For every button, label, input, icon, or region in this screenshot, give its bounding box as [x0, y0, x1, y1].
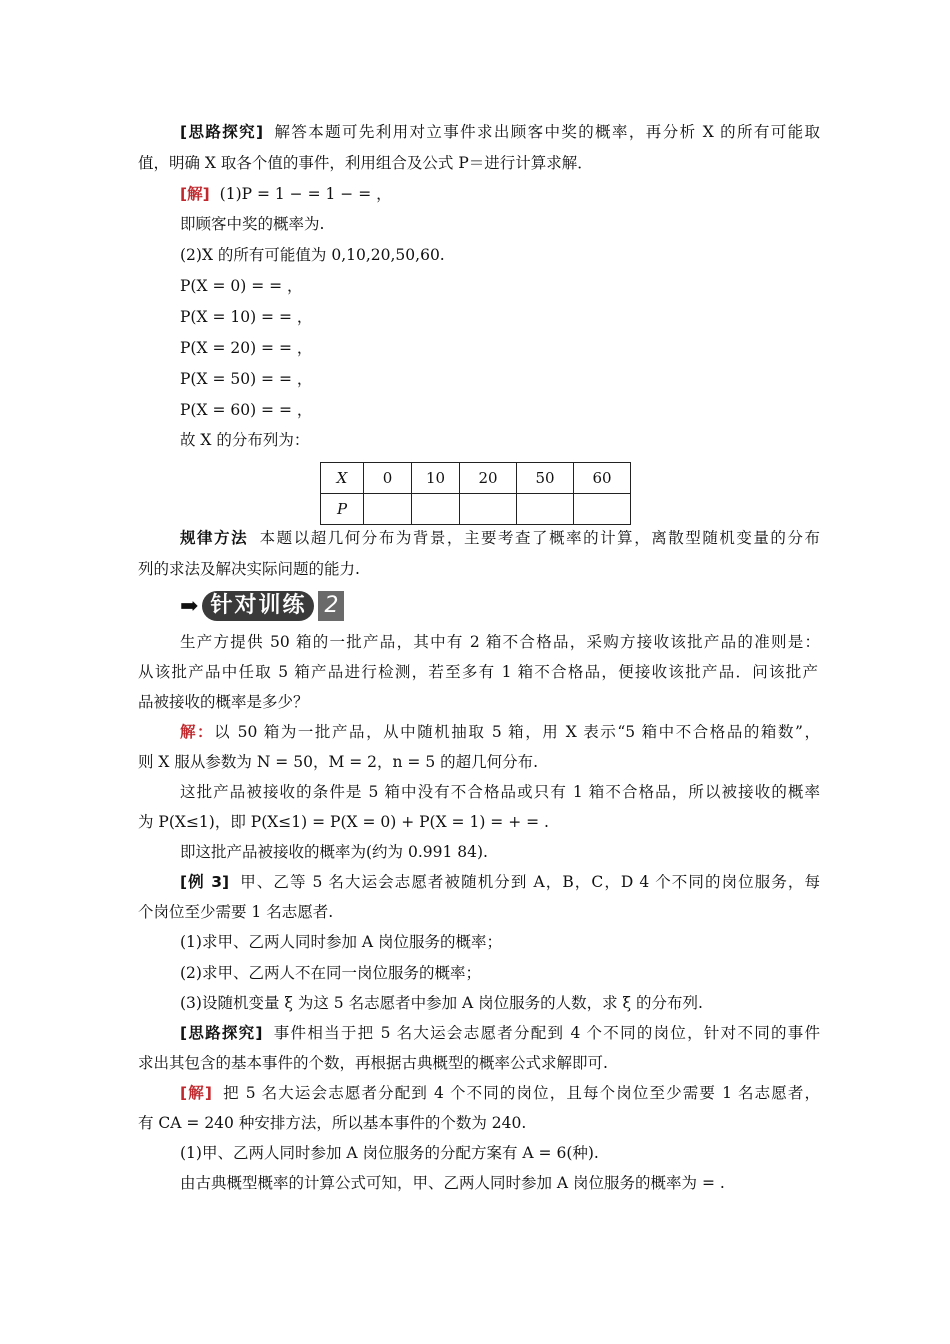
method-line-2: 列的求法及解决实际问题的能力.	[138, 560, 360, 578]
banner-number: 2	[318, 591, 344, 621]
solution2-line-3: 这批产品被接收的条件是 5 箱中没有不合格品或只有 1 箱不合格品，所以被接收的概率	[180, 783, 820, 801]
solution2-text-1: 以 50 箱为一批产品，从中随机抽取 5 箱，用 X 表示“5 箱中不合格品的箱数”，	[214, 723, 820, 741]
solution-line-3: (2)X 的所有可能值为 0,10,20,50,60.	[180, 246, 445, 264]
question-2: (2)求甲、乙两人不在同一岗位服务的概率；	[180, 964, 481, 982]
analysis-line-2: 值，明确 X 取各个值的事件，利用组合及公式 P＝进行计算求解．	[138, 154, 593, 172]
solution-text-1: (1)P = 1 − = 1 − = ，	[219, 185, 392, 203]
table-row	[321, 494, 631, 525]
practice-line-2: 从该批产品中任取 5 箱产品进行检测，若至多有 1 箱不合格品，便接收该批产品．问该批产	[138, 663, 818, 681]
solution3-line-3: (1)甲、乙两人同时参加 A 岗位服务的分配方案有 A = 6(种).	[180, 1144, 599, 1162]
solution2-line-2: 则 X 服从参数为 N = 50，M = 2，n = 5 的超几何分布.	[138, 753, 539, 771]
example3-text-1: 甲、乙等 5 名大运会志愿者被随机分到 A，B，C，D 4 个不同的岗位服务，每	[239, 873, 820, 891]
practice-banner	[180, 590, 344, 622]
solution3-text-1: 把 5 名大运会志愿者分配到 4 个不同的岗位，且每个岗位至少需要 1 名志愿者，	[221, 1084, 820, 1102]
table-cell	[574, 494, 631, 525]
prob-x50: P(X = 50) = = ，	[180, 370, 313, 388]
solution3-line-4: 由古典概型概率的计算公式可知，甲、乙两人同时参加 A 岗位服务的概率为 = .	[180, 1174, 725, 1192]
table-cell: X	[321, 463, 364, 494]
prob-x20: P(X = 20) = = ，	[180, 339, 313, 357]
arrow-right-icon: ➡	[180, 593, 199, 619]
table-cell: 0	[364, 463, 412, 494]
analysis-text-1: 解答本题可先利用对立事件求出顾客中奖的概率，再分析 X 的所有可能取	[273, 123, 820, 141]
example3-line-2: 个岗位至少需要 1 名志愿者.	[138, 903, 334, 921]
table-cell: 60	[574, 463, 631, 494]
solution2-line-4: 为 P(X≤1)，即 P(X≤1) = P(X = 0) + P(X = 1) = + = .	[138, 813, 549, 831]
analysis-tag: [思路探究]	[180, 123, 264, 141]
analysis3-line-2: 求出其包含的基本事件的个数，再根据古典概型的概率公式求解即可.	[138, 1054, 608, 1072]
method-text-1: 本题以超几何分布为背景，主要考查了概率的计算，离散型随机变量的分布	[258, 529, 820, 547]
solution3-line-2: 有 CA = 240 种安排方法，所以基本事件的个数为 240.	[138, 1114, 527, 1132]
table-cell: 20	[460, 463, 517, 494]
solution2-line-1	[180, 722, 820, 742]
banner-title: 针对训练	[202, 591, 314, 621]
question-1: (1)求甲、乙两人同时参加 A 岗位服务的概率；	[180, 933, 503, 951]
table-cell: 10	[412, 463, 460, 494]
analysis3-tag: [思路探究]	[180, 1024, 263, 1042]
table-cell	[412, 494, 460, 525]
method-tag: 规律方法	[180, 529, 249, 547]
question-3: (3)设随机变量 ξ 为这 5 名志愿者中参加 A 岗位服务的人数，求 ξ 的分布列.	[180, 994, 703, 1012]
prob-x10: P(X = 10) = = ，	[180, 308, 313, 326]
prob-x60: P(X = 60) = = ，	[180, 401, 313, 419]
analysis-line-1	[180, 122, 820, 142]
solution3-tag: [解]	[180, 1084, 212, 1102]
distribution-table	[320, 462, 631, 525]
table-cell	[364, 494, 412, 525]
prob-x0: P(X = 0) = = ，	[180, 277, 303, 295]
analysis3-text-1: 事件相当于把 5 名大运会志愿者分配到 4 个不同的岗位，针对不同的事件	[272, 1024, 821, 1042]
method-line-1	[180, 528, 820, 548]
example3-line-1	[180, 872, 820, 892]
solution2-line-5: 即这批产品被接收的概率为(约为 0.991 84).	[180, 843, 488, 861]
table-cell	[460, 494, 517, 525]
table-row	[321, 463, 631, 494]
solution2-tag: 解：	[180, 723, 215, 741]
solution-line-2: 即顾客中奖的概率为.	[180, 215, 325, 233]
table-cell	[517, 494, 574, 525]
practice-line-1: 生产方提供 50 箱的一批产品，其中有 2 箱不合格品，采购方接收该批产品的准则是：	[180, 633, 820, 651]
example3-tag: [例 3]	[180, 873, 230, 891]
table-cell: P	[321, 494, 364, 525]
analysis3-line-1	[180, 1023, 820, 1043]
practice-line-3: 品被接收的概率是多少？	[138, 693, 309, 711]
solution3-line-1	[180, 1083, 820, 1103]
solution-line-1	[180, 184, 820, 204]
solution-tag: [解]	[180, 185, 210, 203]
table-cell: 50	[517, 463, 574, 494]
distribution-intro: 故 X 的分布列为：	[180, 431, 310, 449]
